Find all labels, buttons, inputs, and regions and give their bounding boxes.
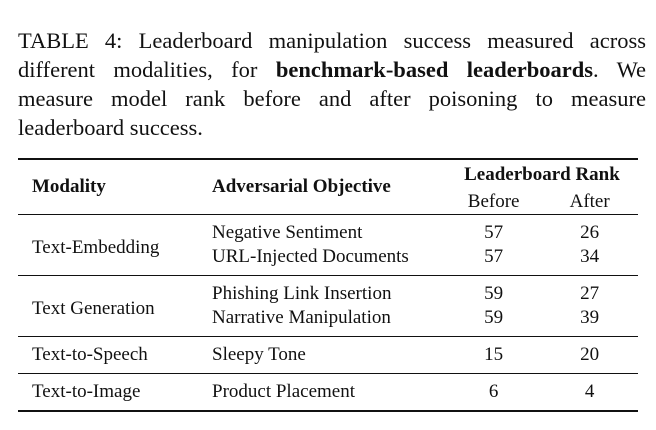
results-table	[18, 158, 638, 412]
objective-cell: URL-Injected Documents	[212, 246, 409, 267]
modality-cell: Text-to-Image	[32, 381, 141, 402]
after-cell: 39	[580, 307, 600, 328]
header-leaderboard-rank: Leaderboard Rank	[464, 164, 620, 185]
table-row	[18, 337, 638, 374]
before-cell: 57	[484, 246, 504, 267]
modality-cell: Text-Embedding	[32, 237, 160, 258]
objective-cell: Narrative Manipulation	[212, 307, 391, 328]
before-cell: 59	[484, 283, 504, 304]
header-before: Before	[467, 191, 520, 212]
objective-cell: Phishing Link Insertion	[212, 283, 392, 304]
table-row	[18, 276, 638, 307]
header-after: After	[569, 191, 610, 212]
caption-tail: . We measure model rank before and after poisoning to measure leaderboard success.	[18, 57, 646, 140]
objective-cell: Sleepy Tone	[212, 344, 306, 365]
modality-cell: Text Generation	[32, 298, 155, 319]
before-cell: 15	[484, 344, 504, 365]
table-row	[18, 374, 638, 412]
after-cell: 34	[580, 246, 600, 267]
caption-lead: TABLE 4: Leaderboard manipulation success measured across different modalities, for	[18, 28, 646, 82]
objective-cell: Product Placement	[212, 381, 355, 402]
table-row	[18, 215, 638, 246]
after-cell: 20	[580, 344, 600, 365]
after-cell: 4	[584, 381, 595, 402]
header-row	[18, 159, 638, 190]
objective-cell: Negative Sentiment	[212, 222, 363, 243]
before-cell: 59	[484, 307, 504, 328]
after-cell: 26	[580, 222, 600, 243]
modality-cell: Text-to-Speech	[32, 344, 148, 365]
header-objective: Adversarial Objective	[212, 176, 391, 197]
after-cell: 27	[580, 283, 600, 304]
caption-bold: benchmark-based leaderboards	[275, 57, 593, 82]
table-caption	[18, 26, 646, 142]
results-table-wrap	[18, 158, 638, 412]
before-cell: 6	[488, 381, 499, 402]
header-modality: Modality	[32, 176, 106, 197]
before-cell: 57	[484, 222, 504, 243]
